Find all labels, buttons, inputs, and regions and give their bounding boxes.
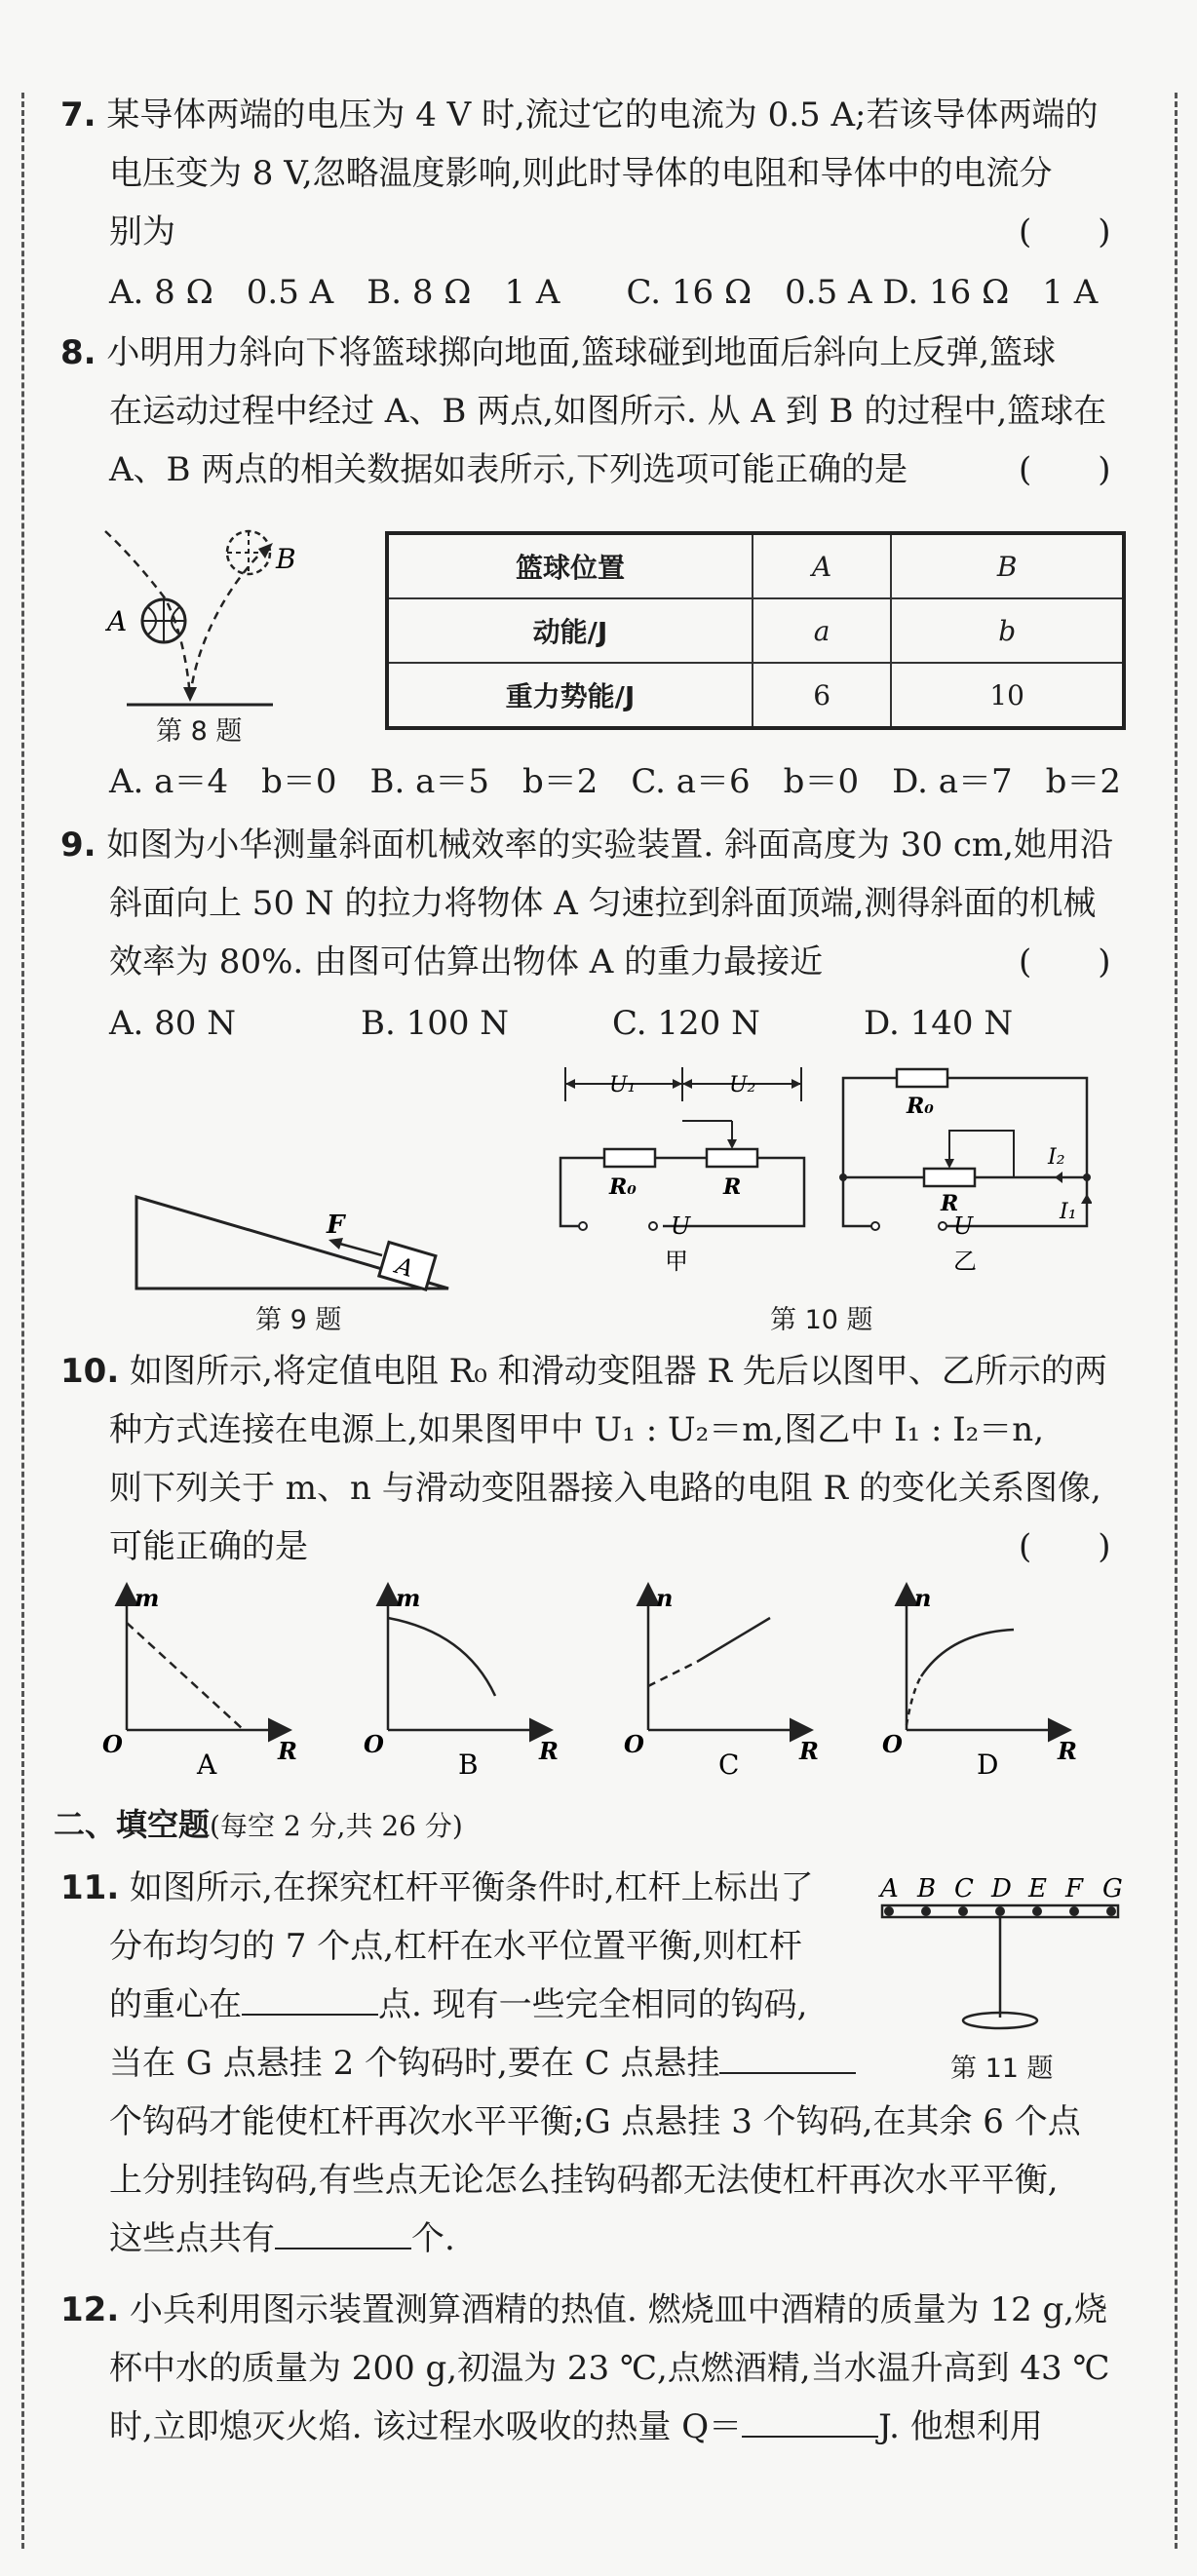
table-cell: 10 [891, 663, 1124, 728]
q11-line3 [109, 1983, 807, 2026]
q8-line2: 在运动过程中经过 A、B 两点,如图所示. 从 A 到 B 的过程中,篮球在 [109, 392, 1107, 431]
graph-d-origin: O [882, 1730, 903, 1758]
q11-lever-figure [877, 1862, 1131, 2037]
lever-point-label: F [1065, 1874, 1084, 1903]
graph-c-xlabel: R [799, 1737, 819, 1765]
section2-title: 二、填空题 [54, 1806, 211, 1843]
q12-blank-1[interactable] [742, 2406, 878, 2438]
q11-text3b: 点. 现有一些完全相同的钩码, [378, 1985, 808, 2024]
lever-point-dot [1032, 1906, 1042, 1916]
lever-point-dot [921, 1906, 931, 1916]
q9-option-d: D. 140 N [864, 1004, 1014, 1043]
table-cell: a [753, 598, 891, 663]
section2-heading [54, 1803, 463, 1848]
q11-text3a: 的重心在 [109, 1985, 242, 2024]
graph-c-ylabel: n [656, 1584, 674, 1612]
lever-point-label: C [954, 1874, 974, 1903]
q12-line3 [109, 2405, 1043, 2448]
table-cell: 6 [753, 663, 891, 728]
graph-c [624, 1584, 819, 1781]
graph-b-xlabel: R [539, 1737, 559, 1765]
graph-a-ylabel: m [135, 1584, 160, 1612]
q10-line3: 则下列关于 m、n 与滑动变阻器接入电路的电阻 R 的变化关系图像, [109, 1469, 1101, 1508]
circuit-yi [839, 1069, 1092, 1275]
q8-line1 [60, 331, 1056, 374]
q12-text1: 小兵利用图示装置测算酒精的热值. 燃烧皿中酒精的质量为 12 g,烧 [130, 2290, 1108, 2329]
lever-point-label: B [917, 1874, 937, 1903]
graph-a-xlabel: R [278, 1737, 297, 1765]
q10-line4: 可能正确的是 [109, 1527, 308, 1566]
q9-text1: 如图为小华测量斜面机械效率的实验装置. 斜面高度为 30 cm,她用沿 [106, 826, 1113, 865]
q9-fig-caption: 第 9 题 [255, 1305, 342, 1335]
q10-graphs [97, 1579, 1092, 1784]
graph-d-label: D [977, 1749, 999, 1781]
graph-b [364, 1584, 559, 1781]
graph-b-ylabel: m [396, 1584, 421, 1612]
q9-option-a: A. 80 N [109, 1004, 236, 1043]
q12-text3a: 时,立即熄灭火焰. 该过程水吸收的热量 Q＝ [109, 2407, 743, 2446]
graph-b-origin: O [364, 1730, 384, 1758]
q11-blank-1[interactable] [242, 1984, 378, 2016]
q10-line1 [60, 1350, 1107, 1393]
q11-blank-2[interactable] [719, 2043, 856, 2074]
label-r0-yi: R₀ [907, 1094, 934, 1119]
q12-line2: 杯中水的质量为 200 g,初温为 23 ℃,点燃酒精,当水温升高到 43 ℃ [109, 2349, 1110, 2388]
table-cell: b [891, 598, 1124, 663]
graph-a [102, 1584, 297, 1781]
q7-answer-paren: ( ) [1019, 212, 1111, 251]
table-cell: A [753, 533, 891, 598]
table-row [387, 598, 1124, 663]
q11-line5: 个钩码才能使杠杆再次水平平衡;G 点悬挂 3 个钩码,在其余 6 个点 [109, 2102, 1081, 2141]
q10-circuit-figures [546, 1062, 1092, 1306]
q9-option-b: B. 100 N [361, 1004, 510, 1043]
q11-text1: 如图所示,在探究杠杆平衡条件时,杠杆上标出了 [130, 1868, 814, 1907]
q7-line3: 别为 [109, 212, 175, 251]
lever-dots [884, 1906, 1116, 1916]
label-r-jia: R [723, 1174, 742, 1200]
graph-b-label: B [458, 1749, 479, 1781]
lever-point-label: D [991, 1874, 1012, 1903]
q8-line3: A、B 两点的相关数据如表所示,下列选项可能正确的是 [109, 450, 908, 489]
table-cell: 重力势能/J [387, 663, 753, 728]
label-u1: U₁ [609, 1073, 637, 1097]
q8-number: 8. [60, 333, 97, 372]
q8-options: A. a＝4 b＝0 B. a＝5 b＝2 C. a＝6 b＝0 D. a＝7 b＝2 [109, 762, 1122, 801]
q10-text1: 如图所示,将定值电阻 R₀ 和滑动变阻器 R 先后以图甲、乙所示的两 [130, 1352, 1107, 1391]
q10-answer-paren: ( ) [1019, 1527, 1111, 1566]
label-yi: 乙 [953, 1248, 977, 1275]
lever-point-label: A [880, 1874, 899, 1903]
label-r-yi: R [941, 1191, 959, 1216]
label-jia: 甲 [665, 1248, 688, 1275]
q12-number: 12. [60, 2290, 120, 2329]
q9-line1 [60, 824, 1113, 866]
q8-basketball-figure [97, 502, 331, 707]
q9-label-f: F [327, 1211, 345, 1240]
graph-c-origin: O [624, 1730, 644, 1758]
label-i1: I₁ [1060, 1200, 1077, 1224]
q11-line1 [60, 1866, 814, 1909]
graph-d [882, 1584, 1077, 1781]
lever-point-dot [1069, 1906, 1079, 1916]
label-u-yi: U [953, 1212, 974, 1240]
q11-line7 [109, 2217, 455, 2260]
q8-label-a: A [107, 605, 128, 637]
q11-fig-caption: 第 11 题 [950, 2054, 1054, 2084]
table-cell: 动能/J [387, 598, 753, 663]
left-dashed-border [21, 93, 24, 2549]
q11-line6: 上分别挂钩码,有些点无论怎么挂钩码都无法使杠杆再次水平平衡, [109, 2161, 1059, 2200]
q8-text1: 小明用力斜向下将篮球掷向地面,篮球碰到地面后斜向上反弹,篮球 [106, 333, 1057, 372]
section2-note: (每空 2 分,共 26 分) [210, 1810, 463, 1842]
lever-point-label: E [1028, 1874, 1047, 1903]
graph-d-xlabel: R [1058, 1737, 1077, 1765]
q12-line1 [60, 2288, 1107, 2331]
q11-line4 [109, 2042, 856, 2085]
q11-line2: 分布均匀的 7 个点,杠杆在水平位置平衡,则杠杆 [109, 1927, 802, 1966]
right-dashed-border [1175, 93, 1178, 2549]
q9-incline-figure [127, 1189, 468, 1296]
label-u2: U₂ [729, 1073, 756, 1097]
table-row [387, 663, 1124, 728]
q9-answer-paren: ( ) [1019, 942, 1111, 981]
graph-d-ylabel: n [914, 1584, 932, 1612]
q7-line2: 电压变为 8 V,忽略温度影响,则此时导体的电阻和导体中的电流分 [109, 154, 1053, 193]
lever-point-labels [878, 1874, 1123, 1903]
q10-fig-caption: 第 10 题 [770, 1305, 873, 1335]
label-r0-jia: R₀ [609, 1174, 637, 1200]
q8-label-b: B [276, 543, 296, 575]
label-i2: I₂ [1048, 1145, 1065, 1170]
lever-point-dot [1106, 1906, 1116, 1916]
q9-label-a: A [392, 1251, 417, 1283]
q11-blank-3[interactable] [275, 2218, 411, 2249]
lever-point-dot [958, 1906, 968, 1916]
circuit-jia [560, 1067, 804, 1275]
lever-point-dot [884, 1906, 894, 1916]
table-row [387, 533, 1124, 598]
q11-text7b: 个. [411, 2219, 455, 2258]
q12-text3b: J. 他想利用 [878, 2407, 1043, 2446]
graph-a-label: A [197, 1749, 217, 1781]
label-u-jia: U [671, 1212, 691, 1240]
q11-text4a: 当在 G 点悬挂 2 个钩码时,要在 C 点悬挂 [109, 2044, 720, 2083]
q11-text7a: 这些点共有 [109, 2219, 275, 2258]
q7-number: 7. [60, 96, 97, 135]
q10-line2: 种方式连接在电源上,如果图甲中 U₁ : U₂＝m,图乙中 I₁ : I₂＝n, [109, 1410, 1045, 1449]
q10-number: 10. [60, 1352, 120, 1391]
table-cell: 篮球位置 [387, 533, 753, 598]
q8-fig-caption: 第 8 题 [156, 716, 243, 747]
q11-number: 11. [60, 1868, 120, 1907]
q7-line1 [60, 94, 1099, 136]
q9-number: 9. [60, 826, 97, 865]
q8-answer-paren: ( ) [1019, 450, 1111, 489]
lever-point-dot [995, 1906, 1005, 1916]
table-cell: B [891, 533, 1124, 598]
lever-point-label: G [1102, 1874, 1123, 1903]
q7-options: A. 8 Ω 0.5 A B. 8 Ω 1 A C. 16 Ω 0.5 A D. 16 Ω 1 A [109, 273, 1099, 312]
graph-c-label: C [718, 1749, 740, 1781]
q9-line2: 斜面向上 50 N 的拉力将物体 A 匀速拉到斜面顶端,测得斜面的机械 [109, 884, 1097, 923]
q8-data-table [385, 531, 1126, 730]
graph-a-origin: O [102, 1730, 123, 1758]
q9-line3: 效率为 80%. 由图可估算出物体 A 的重力最接近 [109, 942, 824, 981]
q7-text1: 某导体两端的电压为 4 V 时,流过它的电流为 0.5 A;若该导体两端的 [106, 96, 1099, 135]
q9-option-c: C. 120 N [612, 1004, 760, 1043]
